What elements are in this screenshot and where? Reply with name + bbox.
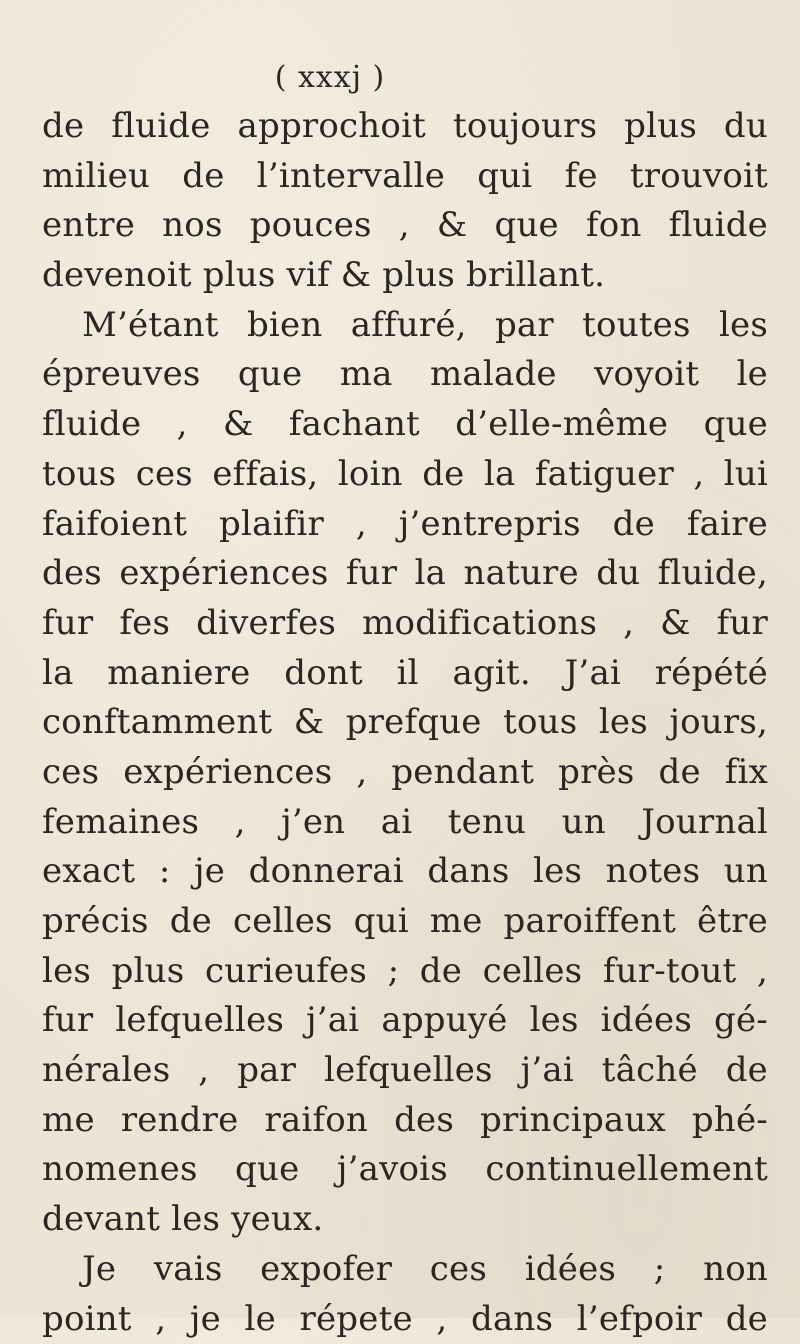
text-line: milieu de l’intervalle qui fe trouvoit <box>42 152 768 202</box>
text-line: tous ces effais, loin de la fatiguer , lui <box>42 450 768 500</box>
text-line: devant les yeux. <box>42 1195 768 1245</box>
text-line: entre nos pouces , & que fon fluide <box>42 201 768 251</box>
text-line: nomenes que j’avois continuellement <box>42 1145 768 1195</box>
text-line: me rendre raifon des principaux phé- <box>42 1096 768 1146</box>
text-line: conftamment & prefque tous les jours, <box>42 698 768 748</box>
paragraph-start-line: Je vais expofer ces idées ; non <box>42 1245 768 1295</box>
text-line: femaines , j’en ai tenu un Journal <box>42 798 768 848</box>
text-line: ces expériences , pendant près de fix <box>42 748 768 798</box>
text-line: fur fes diverfes modifications , & fur <box>42 599 768 649</box>
text-line: de fluide approchoit toujours plus du <box>42 102 768 152</box>
text-line: faifoient plaifir , j’entrepris de faire <box>42 500 768 550</box>
page-number-header: ( xxxj ) <box>275 60 386 95</box>
text-line: nérales , par lefquelles j’ai tâché de <box>42 1046 768 1096</box>
body-text <box>42 102 768 1344</box>
text-line: exact : je donnerai dans les notes un <box>42 847 768 897</box>
text-line: épreuves que ma malade voyoit le <box>42 350 768 400</box>
text-line: la maniere dont il agit. J’ai répété <box>42 649 768 699</box>
text-line: des expériences fur la nature du fluide, <box>42 549 768 599</box>
text-line: fur lefquelles j’ai appuyé les idées gé- <box>42 996 768 1046</box>
text-line: les plus curieufes ; de celles fur-tout , <box>42 947 768 997</box>
text-line: devenoit plus vif & plus brillant. <box>42 251 768 301</box>
running-header <box>0 58 800 98</box>
text-line: fluide , & fachant d’elle-même que <box>42 400 768 450</box>
text-line: point , je le répete , dans l’efpoir de <box>42 1295 768 1344</box>
text-line: précis de celles qui me paroiffent être <box>42 897 768 947</box>
paragraph-start-line: M’étant bien affuré, par toutes les <box>42 301 768 351</box>
